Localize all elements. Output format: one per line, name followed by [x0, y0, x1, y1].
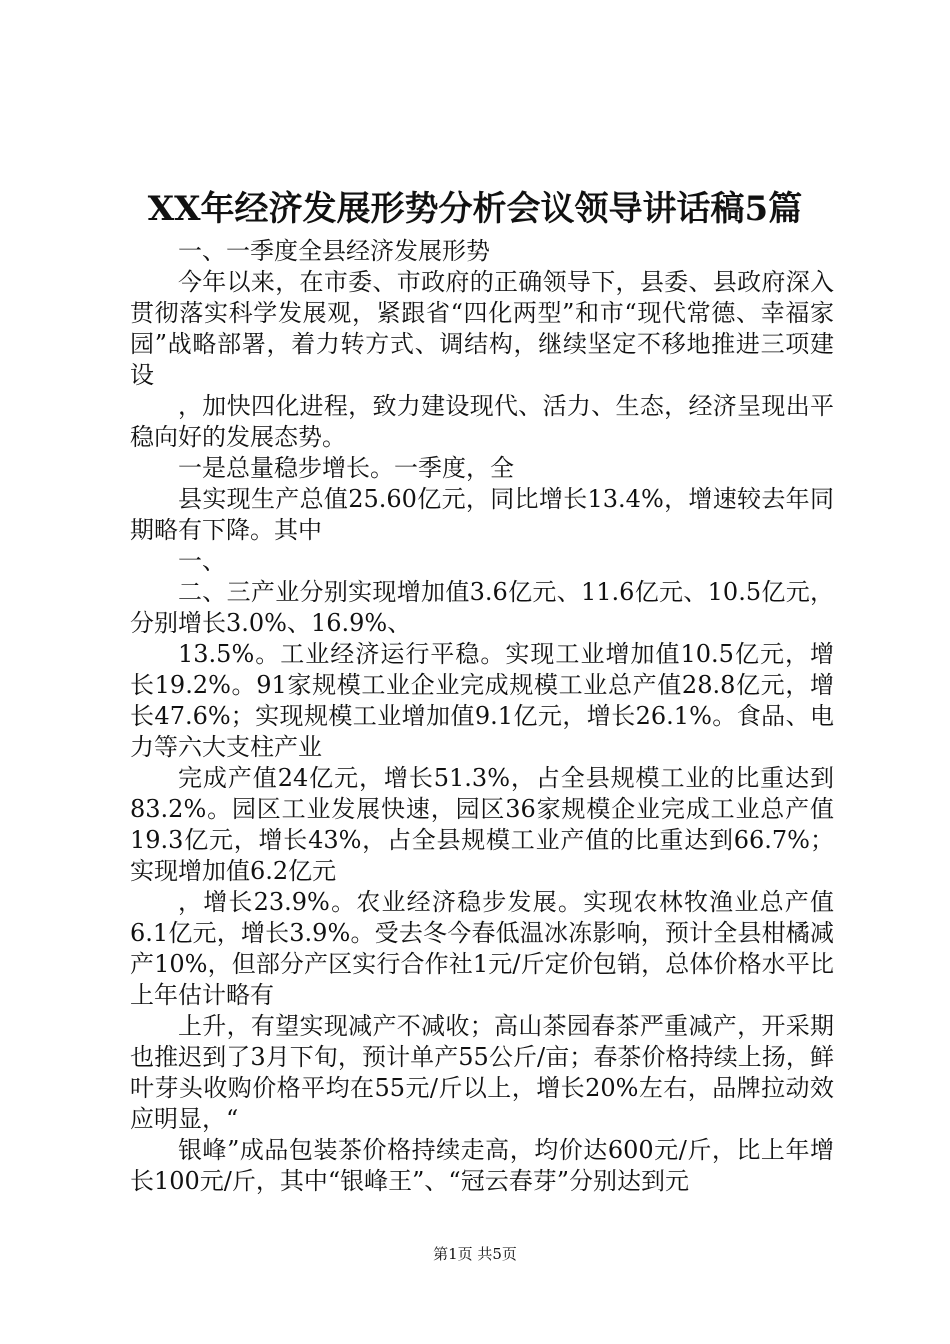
paragraph: 县实现生产总值25.60亿元，同比增长13.4%，增速较去年同期略有下降。其中: [130, 485, 834, 544]
paragraph: 银峰”成品包装茶价格持续走高，均价达600元/斤，比上年增长100元/斤，其中“银峰王”、“冠云春芽”分别达到元: [130, 1136, 834, 1195]
paragraph: 完成产值24亿元，增长51.3%，占全县规模工业的比重达到83.2%。园区工业发展快速，园区36家规模企业完成工业总产值19.3亿元，增长43%，占全县规模工业产值的比重达到66.7%；实现增加值6.2亿元: [130, 764, 834, 885]
paragraph: 一、: [178, 547, 226, 575]
page-number: 第1页: [433, 1245, 473, 1263]
paragraph: ，增长23.9%。农业经济稳步发展。实现农林牧渔业总产值6.1亿元，增长3.9%。受去冬今春低温冰冻影响，预计全县柑橘减产10%，但部分产区实行合作社1元/斤定价包销，总体价格水平比上年估计略有: [130, 888, 834, 1009]
page-total: 共5页: [477, 1245, 517, 1263]
page-footer: [0, 1244, 950, 1264]
paragraph: 13.5%。工业经济运行平稳。实现工业增加值10.5亿元，增长19.2%。91家规模工业企业完成规模工业总产值28.8亿元，增长47.6%；实现规模工业增加值9.1亿元，增长26.1%。食品、电力等六大支柱产业: [130, 640, 834, 761]
paragraph: 二、三产业分别实现增加值3.6亿元、11.6亿元、10.5亿元，分别增长3.0%、16.9%、: [130, 578, 834, 637]
document-title: XX年经济发展形势分析会议领导讲话稿5篇: [147, 189, 803, 229]
paragraph: ，加快四化进程，致力建设现代、活力、生态，经济呈现出平稳向好的发展态势。: [130, 392, 834, 451]
paragraph: 上升，有望实现减产不减收；高山茶园春茶严重减产，开采期也推迟到了3月下旬，预计单产55公斤/亩；春茶价格持续上扬，鲜叶芽头收购价格平均在55元/斤以上，增长20%左右，品牌拉动效应明显，“: [130, 1012, 834, 1133]
paragraph-section-heading: 一、一季度全县经济发展形势: [178, 237, 490, 265]
document-body: [130, 236, 834, 1197]
paragraph: 今年以来，在市委、市政府的正确领导下，县委、县政府深入贯彻落实科学发展观，紧跟省“四化两型”和市“现代常德、幸福家园”战略部署，着力转方式、调结构，继续坚定不移地推进三项建设: [130, 268, 834, 389]
paragraph: 一是总量稳步增长。一季度，全: [178, 454, 514, 482]
